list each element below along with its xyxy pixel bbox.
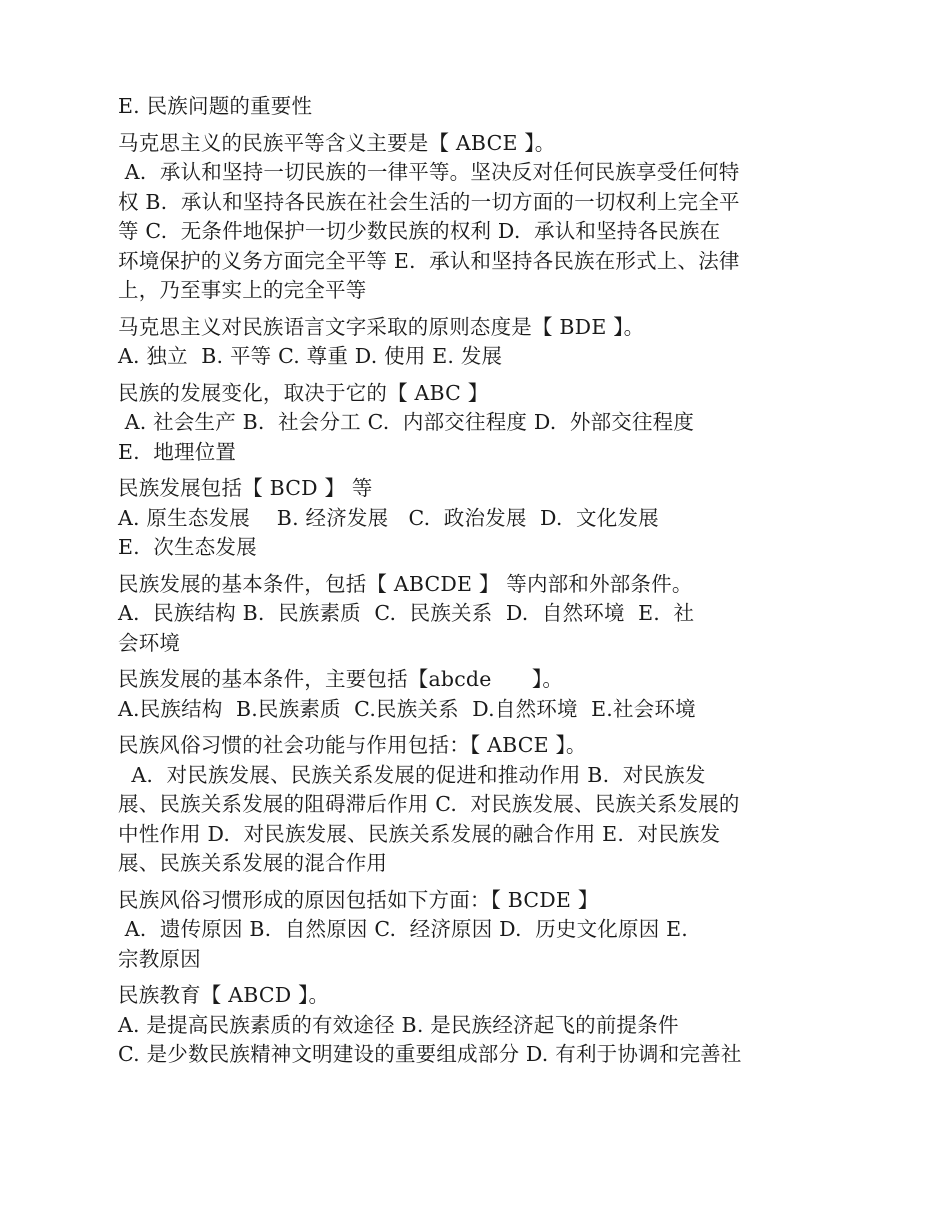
text-line: A. 民族结构 B. 民族素质 C. 民族关系 D. 自然环境 E. 社 xyxy=(118,601,695,625)
text-line: A. 原生态发展 B. 经济发展 C. 政治发展 D. 文化发展 xyxy=(118,505,659,530)
text-line: E. 民族问题的重要性 xyxy=(118,94,313,118)
question-line: 马克思主义对民族语言文字采取的原则态度是【 BDE 】。 xyxy=(118,314,645,339)
text-line: 展、民族关系发展的阻碍滞后作用 C. 对民族发展、民族关系发展的 xyxy=(118,792,740,816)
text-line: E. 次生态发展 xyxy=(118,535,257,559)
text-line: 展、民族关系发展的混合作用 xyxy=(118,851,388,875)
question-line: 民族的发展变化，取决于它的【 ABC 】 xyxy=(118,380,489,405)
text-line: 会环境 xyxy=(118,630,181,655)
question-line: 民族发展的基本条件，主要包括【abcde 】。 xyxy=(118,667,564,691)
text-line: 等 C. 无条件地保护一切少数民族的权利 D. 承认和坚持各民族在 xyxy=(118,219,721,243)
question-line: 民族发展的基本条件，包括【 ABCDE 】 等内部和外部条件。 xyxy=(118,571,693,596)
text-line: 宗教原因 xyxy=(118,946,201,971)
text-line: 环境保护的义务方面完全平等 E. 承认和坚持各民族在形式上、法律 xyxy=(118,248,740,273)
text-line: C. 是少数民族精神文明建设的重要组成部分 D. 有利于协调和完善社 xyxy=(118,1042,742,1066)
text-line: A. 对民族发展、民族关系发展的促进和推动作用 B. 对民族发 xyxy=(118,762,706,787)
text-line: 权 B. 承认和坚持各民族在社会生活的一切方面的一切权利上完全平 xyxy=(118,189,740,214)
question-line: 民族教育【 ABCD 】。 xyxy=(118,983,330,1007)
document-page xyxy=(118,92,834,1070)
text-line: A. 独立 B. 平等 C. 尊重 D. 使用 E. 发展 xyxy=(118,344,503,368)
question-line: 民族发展包括【 BCD 】 等 xyxy=(118,476,373,500)
question-line: 民族风俗习惯形成的原因包括如下方面：【 BCDE 】 xyxy=(118,887,599,912)
text-line: A. 是提高民族素质的有效途径 B. 是民族经济起飞的前提条件 xyxy=(118,1012,679,1037)
text-line: A. 遗传原因 B. 自然原因 C. 经济原因 D. 历史文化原因 E. xyxy=(118,917,688,941)
text-line: 中性作用 D. 对民族发展、民族关系发展的融合作用 E. 对民族发 xyxy=(118,821,721,846)
question-line: 马克思主义的民族平等含义主要是【 ABCE 】。 xyxy=(118,130,556,155)
text-line: E. 地理位置 xyxy=(118,439,237,464)
text-line: A. 社会生产 B. 社会分工 C. 内部交往程度 D. 外部交往程度 xyxy=(118,410,695,434)
text-line: A.民族结构 B.民族素质 C.民族关系 D.自然环境 E.社会环境 xyxy=(118,696,696,721)
text-line: A. 承认和坚持一切民族的一律平等。坚决反对任何民族享受任何特 xyxy=(118,160,740,184)
question-line: 民族风俗习惯的社会功能与作用包括：【 ABCE 】。 xyxy=(118,733,587,757)
text-line: 上，乃至事实上的完全平等 xyxy=(118,278,367,302)
